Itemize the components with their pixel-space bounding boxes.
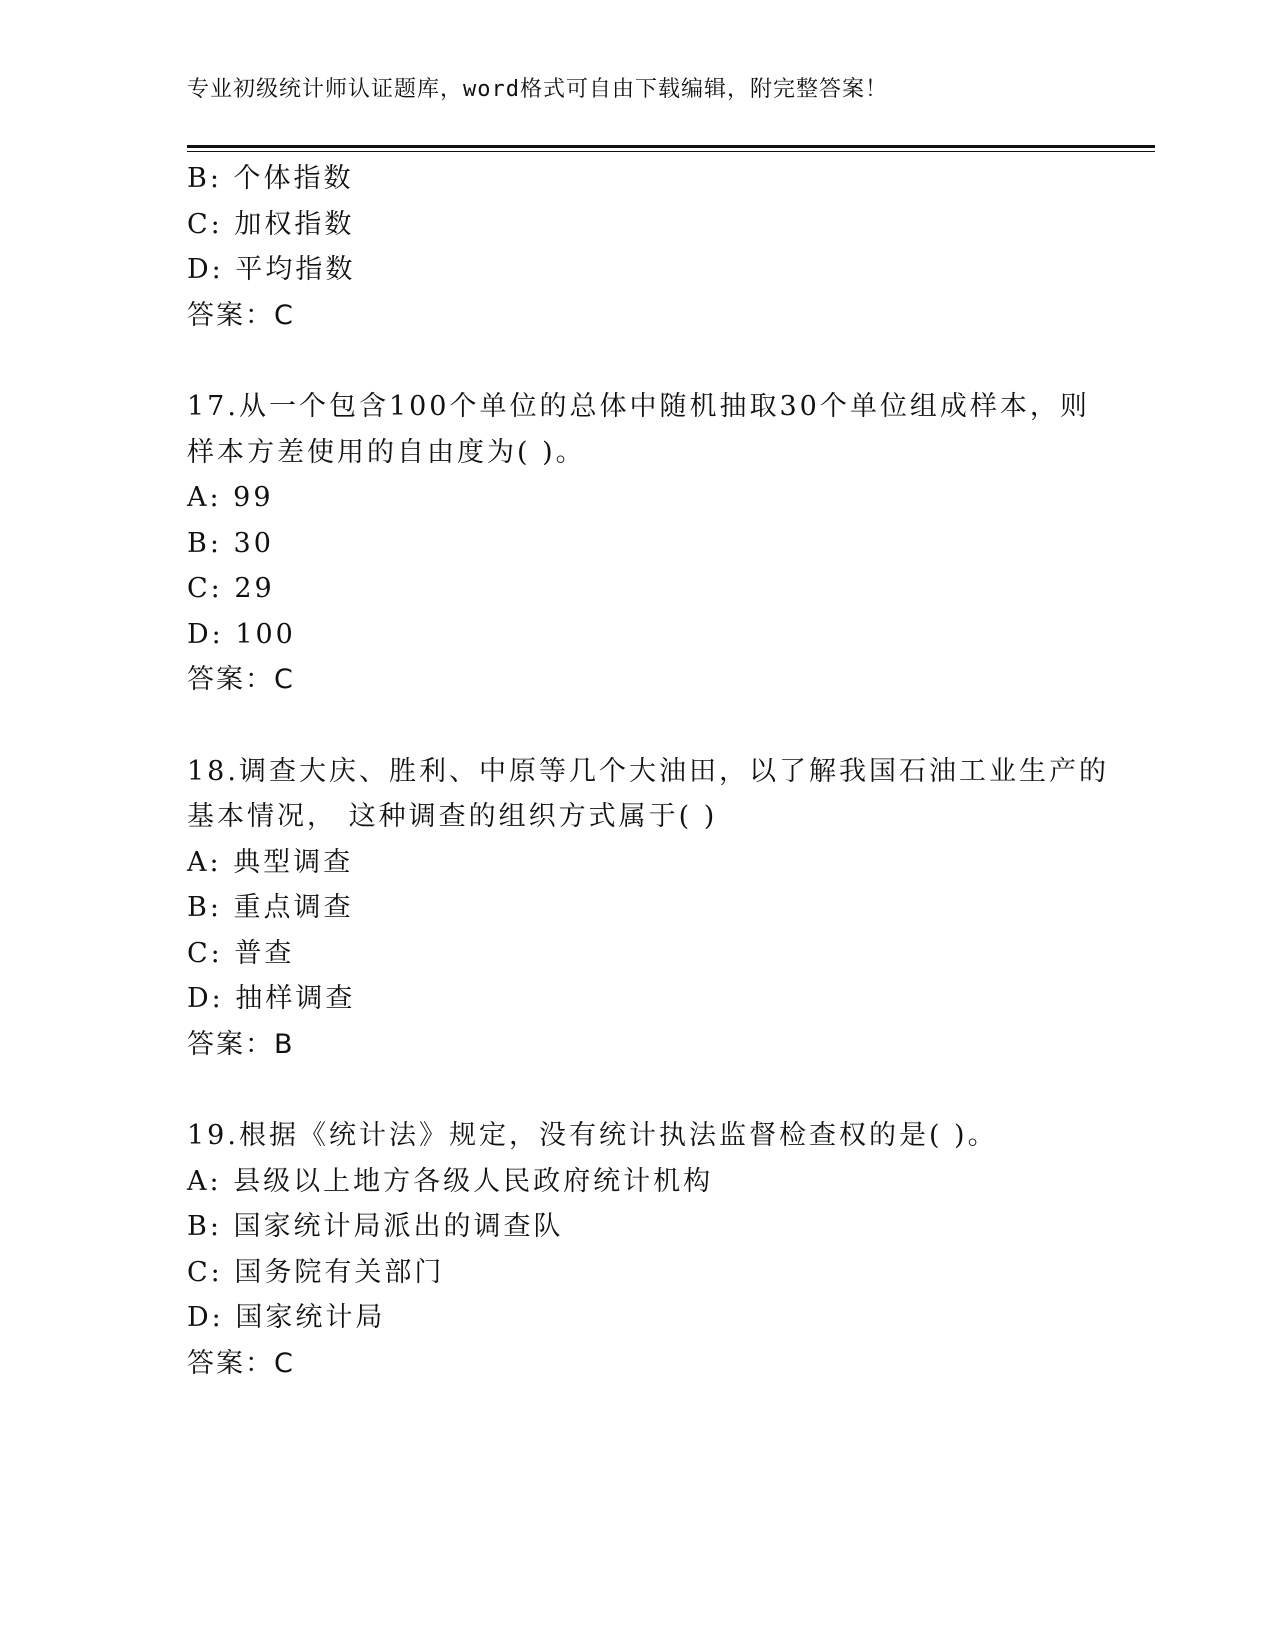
option-a: A: 99 [187,482,274,513]
spacer [187,1067,1087,1113]
question-stem: 18.调查大庆、胜利、中原等几个大油田，以了解我国石油工业生产的 [187,755,1109,787]
option-d: D: 抽样调查 [187,983,356,1014]
option-c: C: 普查 [187,937,295,969]
question-block-continued [187,156,1087,338]
option-b: B: 30 [187,527,274,559]
question-list [187,156,1109,1386]
option-d: D: 平均指数 [187,254,356,285]
spacer [187,338,1087,384]
answer-line: 答案：B [187,1028,295,1060]
answer-line: 答案：C [187,299,295,331]
question-stem-continued: 样本方差使用的自由度为( )。 [187,436,586,468]
option-c: C: 加权指数 [187,208,355,240]
option-a: A: 县级以上地方各级人民政府统计机构 [187,1165,714,1197]
question-block-19 [187,1113,1087,1386]
option-b: B: 国家统计局派出的调查队 [187,1211,564,1242]
question-block-17 [187,384,1090,703]
header-rule-thin [187,151,1155,152]
option-c: C: 国务院有关部门 [187,1256,445,1288]
answer-line: 答案：C [187,664,295,695]
option-d: D: 国家统计局 [187,1302,386,1333]
question-block-18 [187,749,1109,1068]
option-d: D: 100 [187,618,296,650]
option-b: B: 个体指数 [187,163,354,194]
page-header: 专业初级统计师认证题库，word格式可自由下载编辑，附完整答案！ [187,77,888,102]
question-stem: 19.根据《统计法》规定，没有统计执法监督检查权的是( )。 [187,1120,998,1151]
question-stem-continued: 基本情况， 这种调查的组织方式属于( ) [187,801,718,832]
option-b: B: 重点调查 [187,892,354,923]
header-rule-thick [187,145,1155,148]
option-a: A: 典型调查 [187,846,354,878]
spacer [187,703,1087,749]
answer-line: 答案：C [187,1347,295,1379]
option-c: C: 29 [187,573,275,604]
question-stem: 17.从一个包含100个单位的总体中随机抽取30个单位组成样本，则 [187,391,1090,422]
